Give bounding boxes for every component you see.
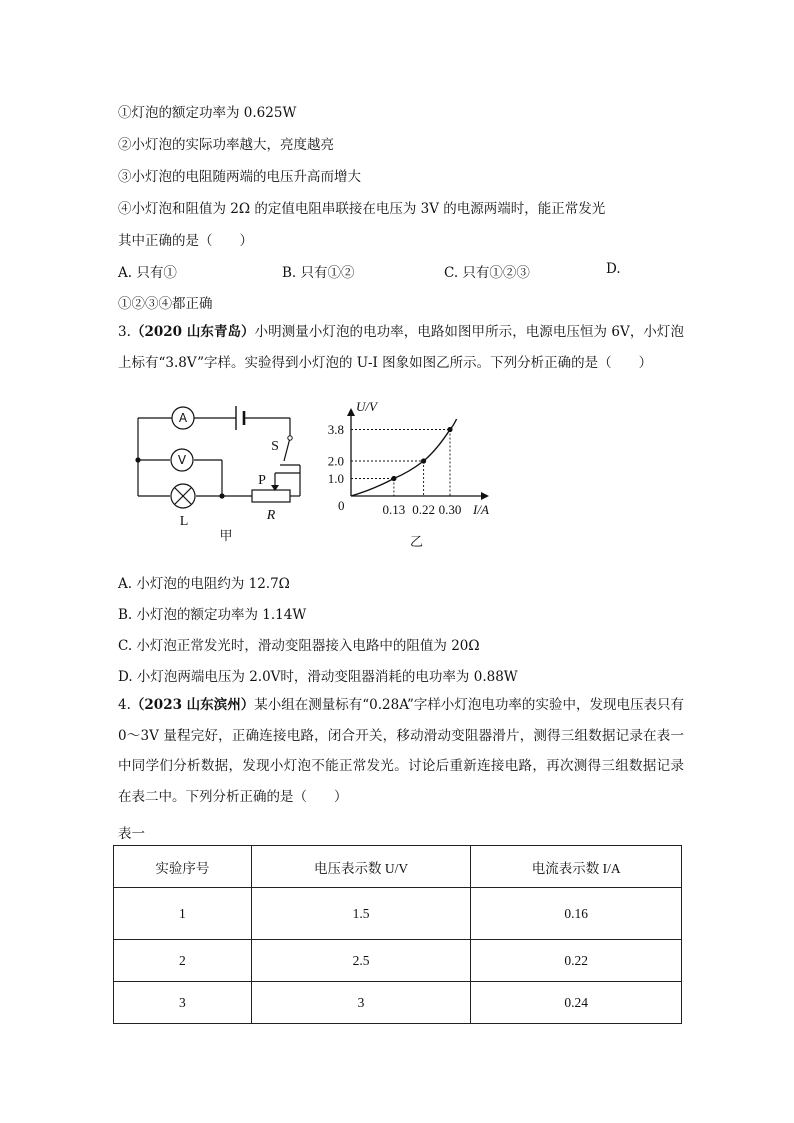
y-tick-label: 3.8 [327,422,344,437]
q3-option-a: A. 小灯泡的电阻约为 12.7Ω [118,576,290,592]
q2-option-c: C. 只有①②③ [444,265,530,281]
switch-label: S [271,439,279,454]
slider-label: P [258,473,266,488]
table-cell: 0.16 [471,888,682,940]
table-header: 实验序号 [114,846,252,888]
graph-caption: 乙 [410,535,424,550]
statement-4: ④小灯泡和阻值为 2Ω 的定值电阻串联接在电压为 3V 的电源两端时，能正常发光 [118,201,606,217]
statement-2: ②小灯泡的实际功率越大，亮度越亮 [118,137,334,153]
data-point [391,476,396,481]
table-cell: 3 [114,982,252,1024]
statement-1: ①灯泡的额定功率为 0.625W [118,105,297,121]
rheostat-symbol [252,490,290,502]
table-cell: 1 [114,888,252,940]
y-axis-arrow [347,408,355,416]
q2-option-a: A. 只有① [118,265,177,281]
y-axis-label: U/V [356,399,377,414]
q2-prompt: 其中正确的是（ ） [118,233,253,249]
lamp-label: L [179,514,189,529]
table-cell: 2.5 [251,940,471,982]
q4-source: （2023 山东滨州） [130,697,255,713]
circuit-diagram [138,406,300,508]
statement-3: ③小灯泡的电阻随两端的电压升高而增大 [118,169,361,185]
table-cell: 3 [251,982,471,1024]
ammeter-label: A [178,411,188,425]
table1-title: 表一 [118,826,145,842]
table-header-row [114,846,682,888]
circuit-caption: 甲 [219,529,233,544]
q4-number: 4. [118,697,131,713]
q2-option-d-text: ①②③④都正确 [118,296,213,312]
q3-source: （2020 山东青岛） [130,324,255,340]
table-cell: 2 [114,940,252,982]
q3-option-c: C. 小灯泡正常发光时，滑动变阻器接入电路中的阻值为 20Ω [118,638,480,654]
q3-number: 3. [118,324,131,340]
table1 [113,845,682,1024]
data-point [447,427,452,432]
ui-graph [328,399,489,550]
x-axis-arrow [481,492,489,500]
table-header: 电压表示数 U/V [251,846,471,888]
data-point [421,458,426,463]
x-tick-label: 0.13 [382,502,406,517]
table-row [114,888,682,940]
q3-option-d: D. 小灯泡两端电压为 2.0V时，滑动变阻器消耗的电功率为 0.88W [118,669,518,685]
x-tick-label: 0.30 [438,502,462,517]
x-tick-label: 0.22 [412,502,435,517]
y-tick-label: 2.0 [327,453,344,469]
ui-curve [351,419,457,496]
q2-option-d: D. [606,261,621,277]
question-4 [118,690,684,812]
y-tick-label: 1.0 [327,471,344,486]
x-axis-label: I/A [473,502,489,517]
origin-label: 0 [338,498,345,513]
table-row [114,982,682,1024]
q3-text: 小明测量小灯泡的电功率，电路如图甲所示，电源电压恒为 6V，小灯泡上标有“3.8V”字样。实验得到小灯泡的 U-I 图象如图乙所示。下列分析正确的是（ ） [118,324,684,371]
voltmeter-label: V [177,453,187,467]
q2-option-b: B. 只有①② [282,265,355,281]
table-header: 电流表示数 I/A [471,846,682,888]
table-cell: 0.24 [471,982,682,1024]
q3-option-b: B. 小灯泡的额定功率为 1.14W [118,607,307,623]
table-cell: 0.22 [471,940,682,982]
table-cell: 1.5 [251,888,471,940]
rheostat-label: R [266,508,276,523]
table-row [114,940,682,982]
q4-text: 某小组在测量标有“0.28A”字样小灯泡电功率的实验中，发现电压表只有 0～3V 量程完好，正确连接电路，闭合开关，移动滑动变阻器滑片，测得三组数据记录在表一中同学们分析数据，发现小灯泡不能正常发光。讨论后重新连接电路，再次测得三组数据记录在表二中。下列分析正确的是（ ） [118,697,684,805]
